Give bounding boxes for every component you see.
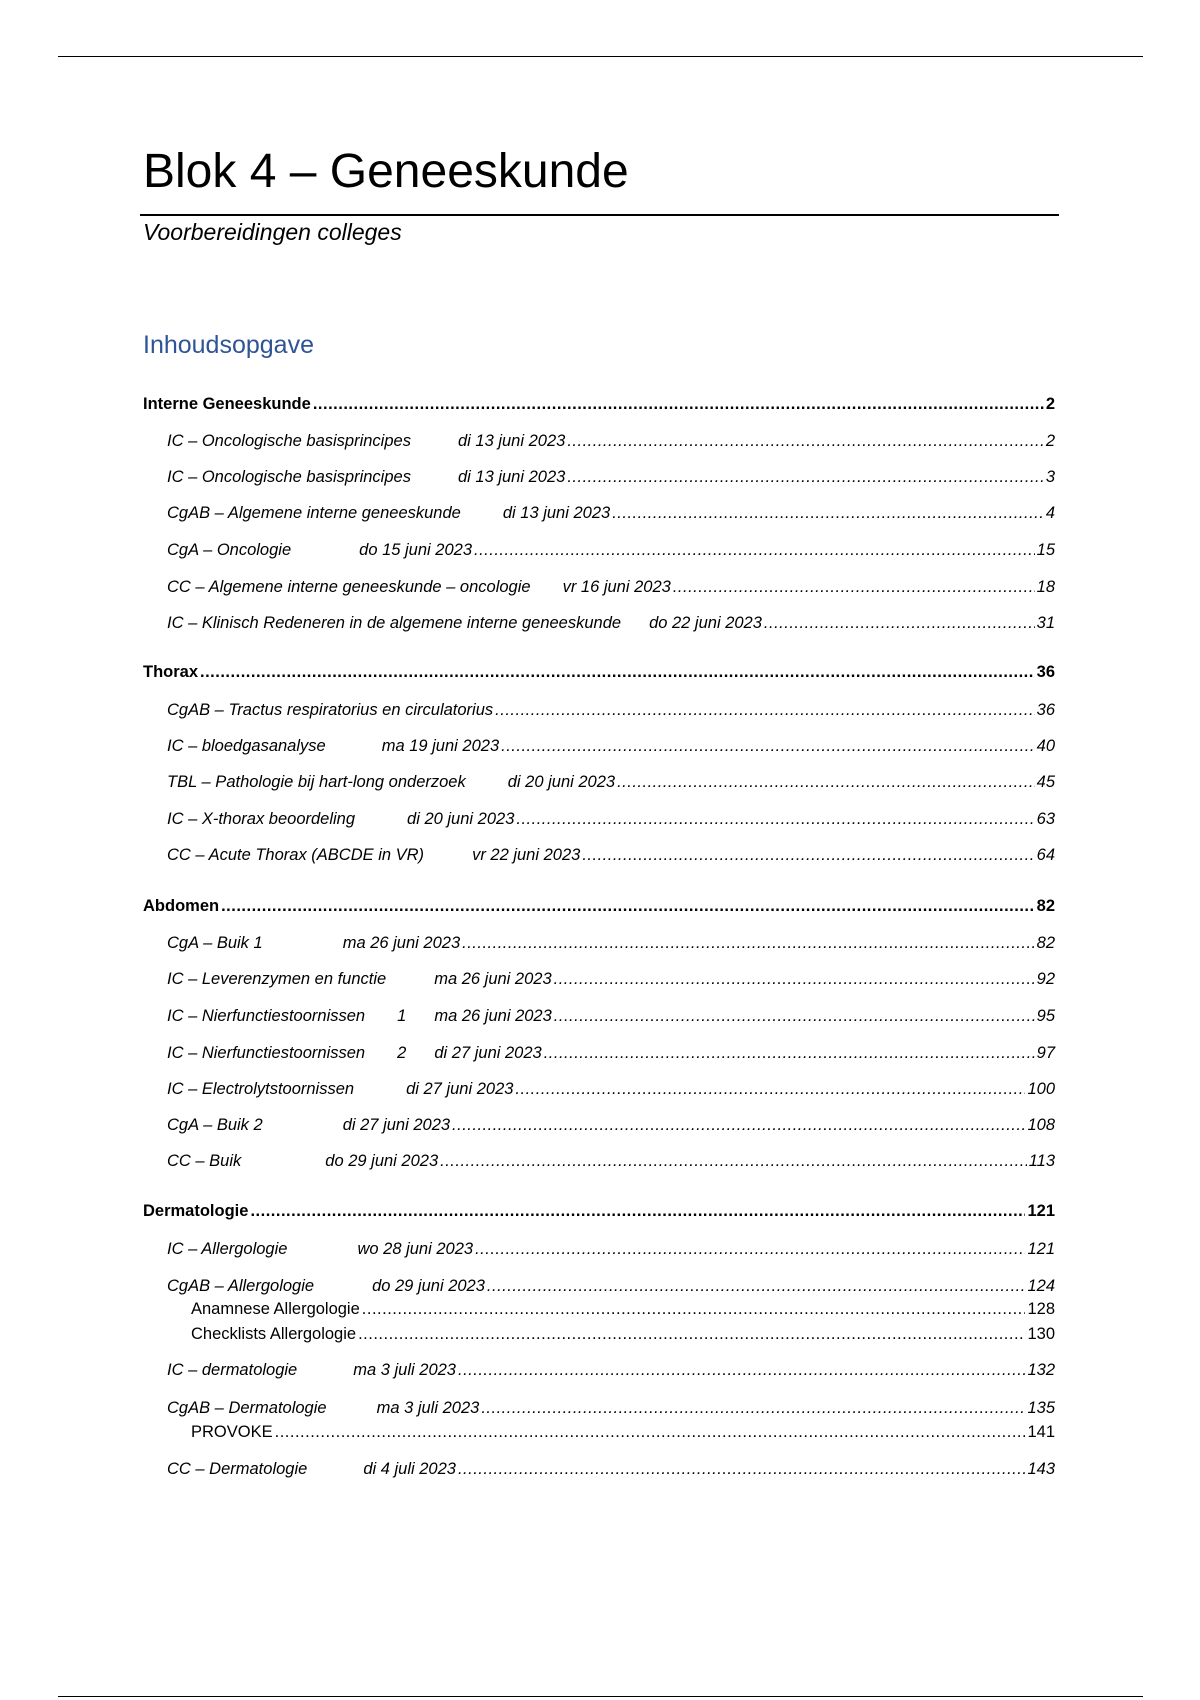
- toc-entry-label: IC – Allergologie: [167, 1240, 288, 1258]
- toc-leader-dots: [452, 1114, 1025, 1136]
- toc-leader-dots: [358, 1323, 1025, 1345]
- toc-entry-label: IC – Electrolytstoornissen: [167, 1080, 355, 1098]
- toc-entry-date: ma 19 juni 2023: [381, 737, 500, 755]
- toc-leader-dots: [501, 735, 1035, 757]
- toc-entry-date: di 27 juni 2023: [406, 1080, 514, 1098]
- toc-entry-date: di 13 juni 2023: [502, 504, 611, 522]
- toc-leader-dots: [582, 844, 1034, 866]
- toc-entry[interactable]: [143, 1275, 1055, 1297]
- toc-entry[interactable]: [143, 808, 1055, 830]
- toc-page-number: 108: [1027, 1116, 1055, 1134]
- toc-entry-label: IC – dermatologie: [167, 1361, 298, 1379]
- toc-entry-label: IC – Klinisch Redeneren in de algemene interne geneeskunde: [167, 614, 622, 632]
- toc-entry-date: di 13 juni 2023: [457, 432, 566, 450]
- toc-page-number: 132: [1027, 1361, 1055, 1379]
- toc-heading: Inhoudsopgave: [143, 331, 314, 359]
- toc-page-number: 130: [1027, 1325, 1055, 1343]
- toc-leader-dots: [612, 502, 1044, 524]
- toc-page-number: 95: [1036, 1007, 1055, 1025]
- toc-entry-label: IC – Oncologische basisprincipes: [167, 468, 411, 486]
- toc-entry-date: do 29 juni 2023: [325, 1152, 439, 1170]
- toc-entry-label: CgA – Buik 2: [167, 1116, 263, 1134]
- toc-entry[interactable]: [143, 1238, 1055, 1260]
- toc-page-number: 2: [1045, 432, 1055, 450]
- toc-subentry[interactable]: [143, 1421, 1055, 1443]
- toc-page-number: 121: [1027, 1240, 1055, 1258]
- toc-page-number: 15: [1036, 541, 1055, 559]
- toc-entry-label: CgA – Buik 1: [167, 934, 263, 952]
- toc-page-number: 36: [1036, 701, 1055, 719]
- toc-entry-date: ma 26 juni 2023: [434, 1007, 552, 1025]
- toc-entry[interactable]: [143, 1005, 1055, 1027]
- toc-entry[interactable]: [143, 430, 1055, 452]
- toc-entry[interactable]: [143, 576, 1055, 598]
- toc-entry-label: CC – Dermatologie: [167, 1460, 308, 1478]
- toc-entry-date: ma 3 juli 2023: [376, 1399, 480, 1417]
- toc-entry-date: ma 3 juli 2023: [353, 1361, 456, 1379]
- toc-leader-dots: [458, 1359, 1025, 1381]
- page-bottom-rule: [58, 1696, 1143, 1697]
- toc-page-number: 97: [1036, 1044, 1055, 1062]
- toc-subentry[interactable]: [143, 1298, 1055, 1320]
- toc-entry-label: CgAB – Algemene interne geneeskunde: [167, 504, 461, 522]
- toc-page-number: 63: [1036, 810, 1055, 828]
- toc-leader-dots: [200, 661, 1035, 683]
- toc-entry[interactable]: [143, 539, 1055, 561]
- toc-entry-date: vr 22 juni 2023: [472, 846, 581, 864]
- toc-page-number: 3: [1045, 468, 1055, 486]
- toc-entry[interactable]: [143, 1458, 1055, 1480]
- toc-entry-label: Abdomen: [143, 897, 220, 915]
- toc-entry-date: di 20 juni 2023: [507, 773, 616, 791]
- toc-leader-dots: [617, 771, 1035, 793]
- toc-section-abdomen[interactable]: [143, 895, 1055, 917]
- toc-page-number: 82: [1036, 934, 1055, 952]
- toc-entry-label: CgAB – Allergologie: [167, 1277, 315, 1295]
- toc-entry[interactable]: [143, 771, 1055, 793]
- toc-entry[interactable]: [143, 1150, 1055, 1172]
- toc-entry-label: CgA – Oncologie: [167, 541, 292, 559]
- toc-leader-dots: [567, 430, 1044, 452]
- document-subtitle: Voorbereidingen colleges: [143, 219, 402, 245]
- toc-entry-date: di 27 juni 2023: [342, 1116, 451, 1134]
- toc-leader-dots: [221, 895, 1035, 917]
- toc-entry-date: vr 16 juni 2023: [562, 578, 671, 596]
- toc-page-number: 4: [1045, 504, 1055, 522]
- toc-leader-dots: [250, 1200, 1025, 1222]
- toc-entry[interactable]: [143, 735, 1055, 757]
- toc-page-number: 121: [1027, 1202, 1055, 1220]
- toc-entry-date: ma 26 juni 2023: [342, 934, 461, 952]
- toc-entry-label: IC – Nierfunctiestoornissen 1: [167, 1007, 407, 1025]
- toc-leader-dots: [567, 466, 1044, 488]
- toc-leader-dots: [544, 1042, 1035, 1064]
- toc-leader-dots: [495, 699, 1034, 721]
- toc-entry[interactable]: [143, 1042, 1055, 1064]
- toc-entry-label: Interne Geneeskunde: [143, 395, 311, 413]
- toc-page-number: 124: [1027, 1277, 1055, 1295]
- toc-leader-dots: [673, 576, 1035, 598]
- toc-page-number: 100: [1027, 1080, 1055, 1098]
- toc-leader-dots: [362, 1298, 1026, 1320]
- toc-entry-label: CC – Algemene interne geneeskunde – oncologie: [167, 578, 531, 596]
- toc-entry-date: di 20 juni 2023: [407, 810, 515, 828]
- toc-page-number: 143: [1027, 1460, 1055, 1478]
- toc-page-number: 36: [1036, 663, 1055, 681]
- toc-entry-label: Anamnese Allergologie: [191, 1300, 360, 1318]
- toc-leader-dots: [475, 1238, 1025, 1260]
- toc-entry-date: do 29 juni 2023: [372, 1277, 485, 1295]
- document-title: Blok 4 – Geneeskunde: [143, 145, 629, 198]
- toc-entry[interactable]: [143, 968, 1055, 990]
- toc-entry-label: CC – Acute Thorax (ABCDE in VR): [167, 846, 425, 864]
- toc-entry[interactable]: [143, 699, 1055, 721]
- toc-leader-dots: [481, 1397, 1025, 1419]
- toc-leader-dots: [458, 1458, 1026, 1480]
- toc-page-number: 40: [1036, 737, 1055, 755]
- toc-page-number: 135: [1027, 1399, 1055, 1417]
- toc-leader-dots: [275, 1421, 1026, 1443]
- toc-entry-label: IC – X-thorax beoordeling: [167, 810, 356, 828]
- toc-leader-dots: [440, 1150, 1027, 1172]
- toc-entry[interactable]: [143, 932, 1055, 954]
- toc-entry-date: di 4 juli 2023: [363, 1460, 456, 1478]
- toc-leader-dots: [515, 1078, 1025, 1100]
- toc-entry[interactable]: [143, 1359, 1055, 1381]
- toc-entry-label: IC – Nierfunctiestoornissen 2: [167, 1044, 407, 1062]
- toc-entry-label: TBL – Pathologie bij hart-long onderzoek: [167, 773, 466, 791]
- toc-subentry[interactable]: [143, 1323, 1055, 1345]
- table-of-contents: [143, 0, 1055, 1700]
- toc-entry-label: CC – Buik: [167, 1152, 242, 1170]
- toc-entry-label: Checklists Allergologie: [191, 1325, 357, 1343]
- toc-entry[interactable]: [143, 844, 1055, 866]
- toc-entry[interactable]: [143, 612, 1055, 634]
- toc-leader-dots: [462, 932, 1035, 954]
- toc-entry-label: Dermatologie: [143, 1202, 249, 1220]
- toc-section-dermatologie[interactable]: [143, 1200, 1055, 1222]
- toc-entry-label: CgAB – Dermatologie: [167, 1399, 327, 1417]
- toc-entry-label: IC – Leverenzymen en functie: [167, 970, 387, 988]
- toc-leader-dots: [487, 1275, 1026, 1297]
- toc-page-number: 64: [1036, 846, 1055, 864]
- toc-section-thorax[interactable]: [143, 661, 1055, 683]
- toc-page-number: 82: [1036, 897, 1055, 915]
- toc-leader-dots: [313, 393, 1044, 415]
- toc-page-number: 92: [1036, 970, 1055, 988]
- toc-leader-dots: [554, 968, 1035, 990]
- toc-section-interne-geneeskunde[interactable]: [143, 393, 1055, 415]
- toc-entry-date: wo 28 juni 2023: [357, 1240, 474, 1258]
- toc-entry-date: di 13 juni 2023: [457, 468, 566, 486]
- toc-entry-label: Thorax: [143, 663, 199, 681]
- toc-entry-label: IC – Oncologische basisprincipes: [167, 432, 411, 450]
- toc-entry[interactable]: [143, 1114, 1055, 1136]
- toc-leader-dots: [764, 612, 1035, 634]
- toc-entry-label: PROVOKE: [191, 1423, 273, 1441]
- toc-entry-label: CgAB – Tractus respiratorius en circulatorius: [167, 701, 494, 719]
- toc-page-number: 141: [1027, 1423, 1055, 1441]
- toc-leader-dots: [474, 539, 1035, 561]
- toc-page-number: 2: [1045, 395, 1055, 413]
- toc-entry[interactable]: [143, 502, 1055, 524]
- toc-page-number: 45: [1036, 773, 1055, 791]
- toc-entry-label: IC – bloedgasanalyse: [167, 737, 326, 755]
- toc-page-number: 18: [1036, 578, 1055, 596]
- toc-entry-date: do 22 juni 2023: [649, 614, 762, 632]
- toc-entry[interactable]: [143, 466, 1055, 488]
- toc-entry-date: do 15 juni 2023: [359, 541, 472, 559]
- toc-leader-dots: [516, 808, 1034, 830]
- toc-page-number: 31: [1036, 614, 1055, 632]
- toc-entry-date: di 27 juni 2023: [434, 1044, 542, 1062]
- toc-entry[interactable]: [143, 1397, 1055, 1419]
- toc-page-number: 128: [1027, 1300, 1055, 1318]
- toc-entry-date: ma 26 juni 2023: [434, 970, 552, 988]
- toc-page-number: 113: [1028, 1152, 1055, 1170]
- toc-entry[interactable]: [143, 1078, 1055, 1100]
- toc-leader-dots: [554, 1005, 1035, 1027]
